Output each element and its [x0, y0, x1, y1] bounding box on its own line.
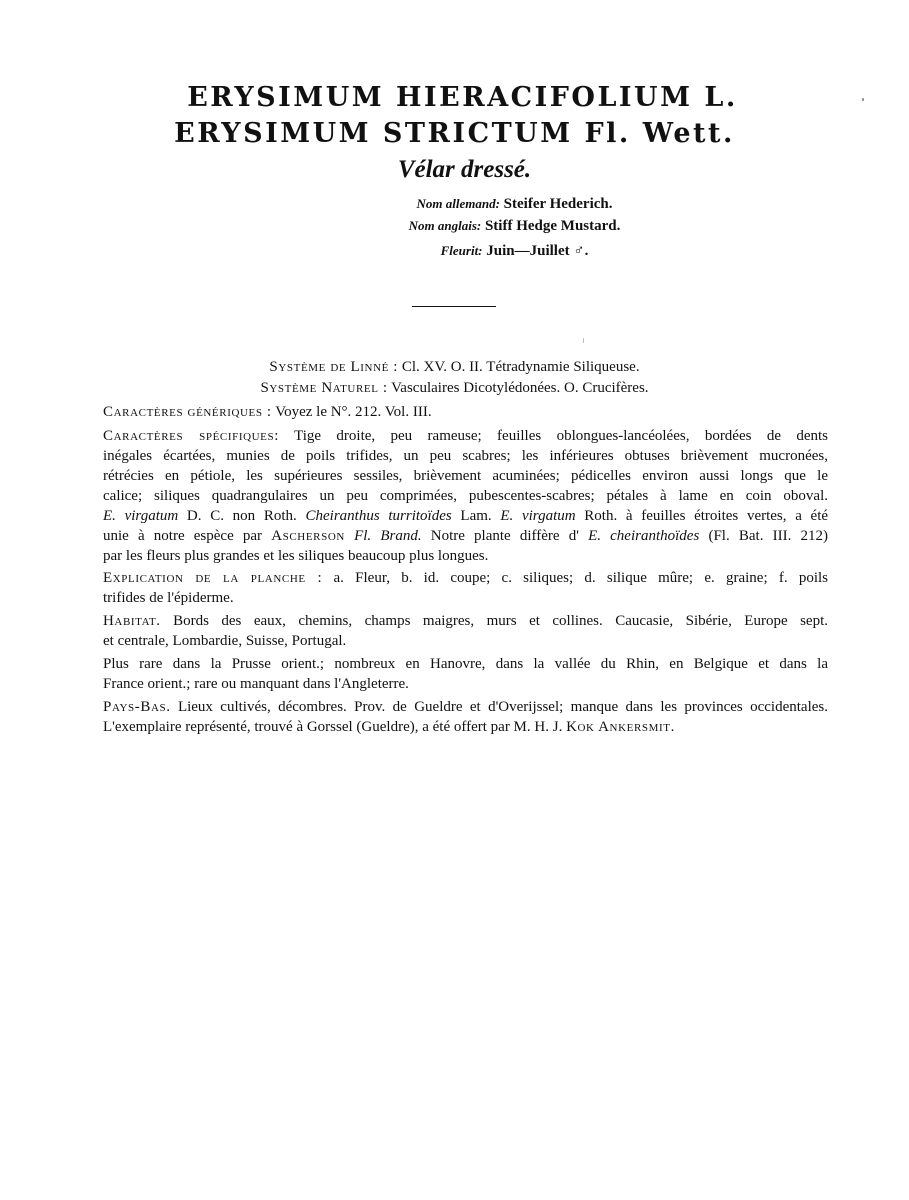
generic-characters-paragraph [103, 402, 828, 422]
distribution-text: Plus rare dans la Prusse orient.; nombreux en Hanovre, dans la vallée du Rhin, en Belgique et dans la [103, 656, 828, 672]
specific-line: inégales écartées, munies de poils trifides, un peu scabres; les inférieures obtuses brièvement mucronées, [103, 448, 828, 464]
generic-characters-value: Voyez le N°. 212. Vol. III. [275, 404, 432, 420]
plate-explanation-paragraph [103, 568, 828, 608]
linne-system-line [0, 357, 909, 377]
habitat-text: et centrale, Lombardie, Suisse, Portugal. [103, 633, 347, 649]
netherlands-text: Lieux cultivés, décombres. Prov. de Gueldre et d'Overijssel; manque dans les provinces occidentales. [177, 699, 828, 715]
flowering-value: Juin—Juillet ♂. [486, 243, 589, 259]
specific-line: calice; siliques quadrangulaires un peu comprimées, pubescentes-scabres; pétales à lame en coin oboval. [103, 488, 828, 504]
netherlands-paragraph [103, 697, 828, 737]
english-name-value: Stiff Hedge Mustard. [484, 218, 621, 234]
title-primary: ERYSIMUM HIERACIFOLIUM L. [187, 82, 738, 113]
habitat-text: Bords des eaux, chemins, champs maigres, murs et collines. Caucasie, Sibérie, Europe sept. [173, 613, 829, 629]
print-speck [862, 98, 864, 101]
donor-name: Kok Ankersmit. [566, 719, 675, 735]
specific-characters-paragraph [103, 426, 828, 566]
synonymy-line: E. virgatum D. C. non Roth. Cheiranthus turritoïdes Lam. E. virgatum Roth. à feuilles étroites vertes, a été [103, 508, 829, 524]
english-name-label: Nom anglais: [408, 218, 482, 233]
english-name-line [0, 215, 909, 237]
habitat-label: Habitat. [103, 613, 161, 629]
specific-line: Caractères spécifiques: Tige droite, peu rameuse; feuilles oblongues-lancéolées, bordées de dents [103, 428, 829, 444]
distribution-paragraph [103, 654, 828, 694]
linne-system-value: Cl. XV. O. II. Tétradynamie Siliqueuse. [401, 359, 640, 375]
german-name-line [0, 193, 909, 215]
section-divider [412, 306, 496, 307]
synonymy-line: unie à notre espèce par Ascherson Fl. Brand. Notre plante diffère d' E. cheiranthoïdes (Fl. Bat. III. 212) [103, 528, 828, 544]
german-name-value: Steifer Hederich. [503, 196, 613, 212]
distribution-text: France orient.; rare ou manquant dans l'Angleterre. [103, 676, 409, 692]
common-name-french: Vélar dressé. [397, 156, 532, 183]
natural-system-line [0, 378, 909, 398]
specimen-text: L'exemplaire représenté, trouvé à Gorssel (Gueldre), a été offert par M. H. J. [103, 719, 563, 735]
german-name-label: Nom allemand: [416, 196, 500, 211]
synonymy-line: par les fleurs plus grandes et les siliques beaucoup plus longues. [103, 548, 489, 564]
plate-explanation-text: trifides de l'épiderme. [103, 590, 234, 606]
flowering-line [0, 240, 909, 262]
plate-explanation-text: a. Fleur, b. id. coupe; c. siliques; d. silique mûre; e. graine; f. poils [333, 570, 828, 586]
netherlands-label: Pays-Bas. [103, 699, 171, 715]
title-synonym: ERYSIMUM STRICTUM Fl. Wett. [174, 118, 735, 149]
print-speck [583, 338, 584, 343]
plate-explanation-label: Explication de la planche : [103, 570, 323, 586]
natural-system-label: Système Naturel : [260, 380, 388, 396]
habitat-paragraph [103, 611, 828, 651]
specific-line: rétrécies en pétiole, les supérieures sessiles, brièvement acuminées; pédicelles environ aussi longs que le [103, 468, 828, 484]
generic-characters-label: Caractères génériques : [103, 404, 272, 420]
natural-system-value: Vasculaires Dicotylédonées. O. Crucifères. [391, 380, 649, 396]
linne-system-label: Système de Linné : [269, 359, 399, 375]
specific-characters-label: Caractères spécifiques: [103, 428, 279, 444]
flowering-label: Fleurit: [440, 243, 483, 258]
